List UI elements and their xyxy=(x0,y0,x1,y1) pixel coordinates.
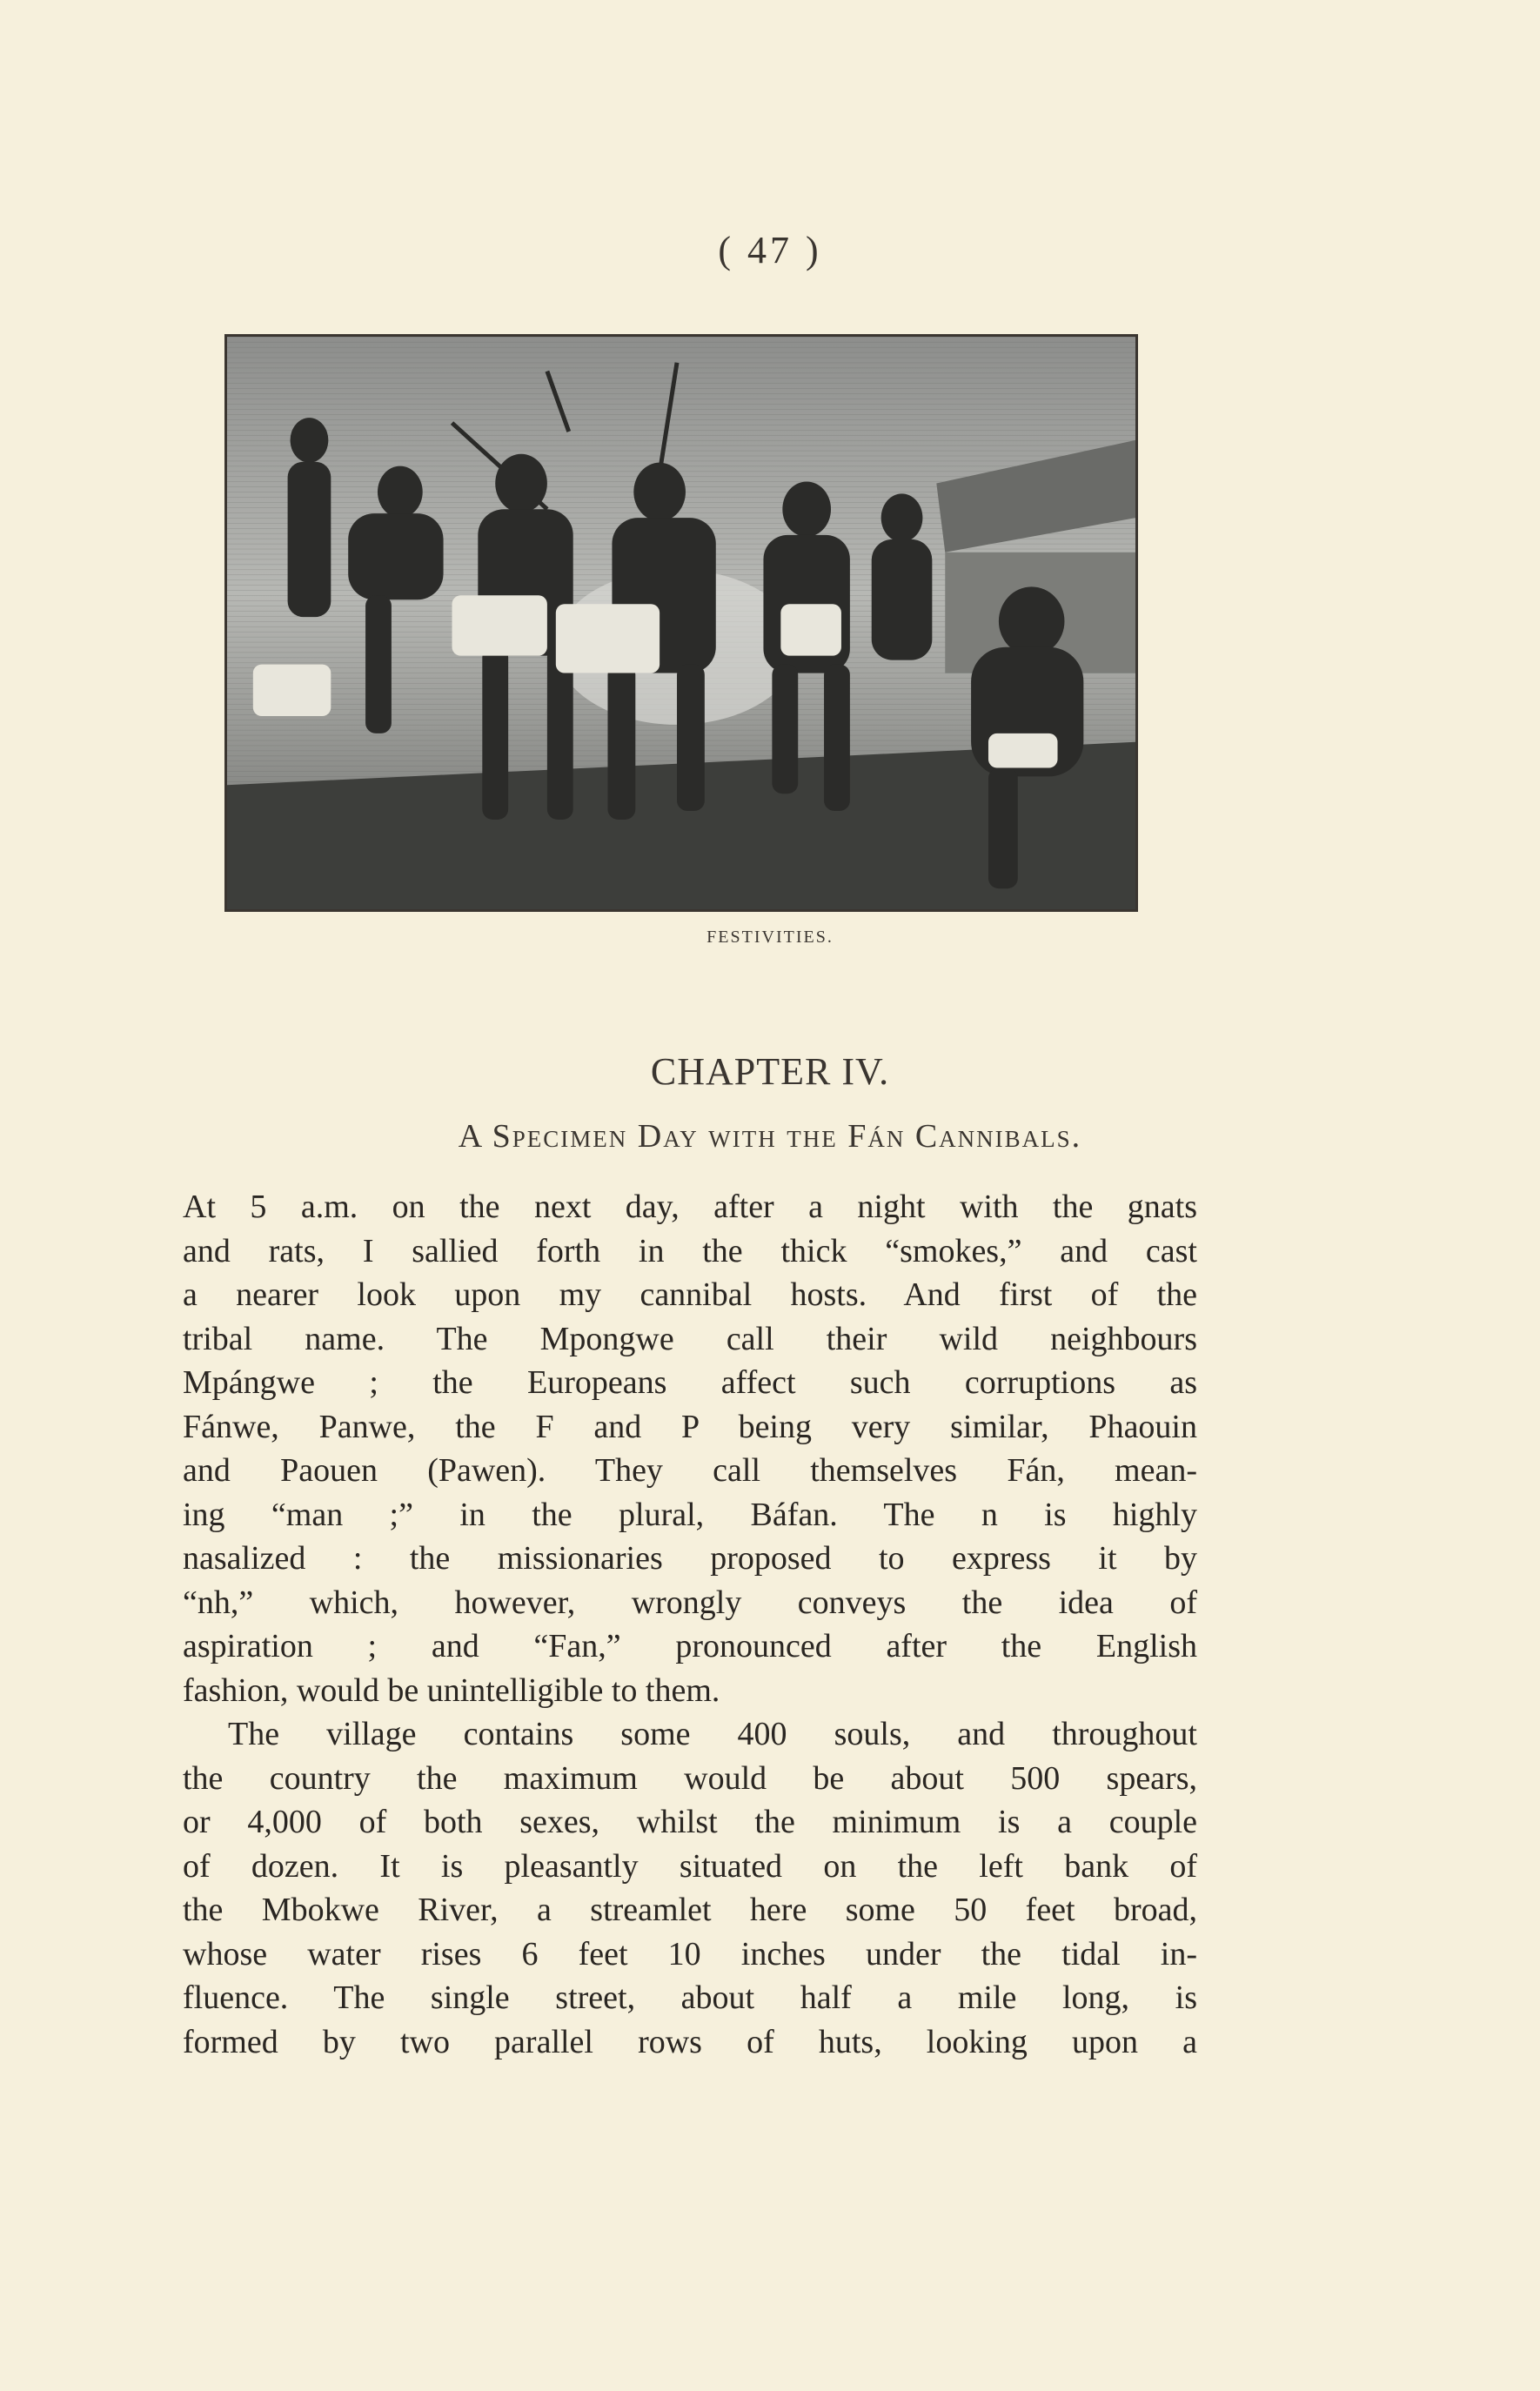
text-line: nasalized : the missionaries proposed to express it by xyxy=(183,1540,1197,1577)
text-line: and rats, I sallied forth in the thick “smokes,” and cast xyxy=(183,1232,1197,1269)
text-line: aspiration ; and “Fan,” pronounced after the English xyxy=(183,1628,1197,1664)
text-line: a nearer look upon my cannibal hosts. And first of the xyxy=(183,1276,1197,1313)
text-line: whose water rises 6 feet 10 inches under the tidal in- xyxy=(183,1935,1197,1972)
text-line: “nh,” which, however, wrongly conveys the idea of xyxy=(183,1584,1197,1621)
engraving-image xyxy=(227,337,1135,909)
page-number: ( 47 ) xyxy=(718,229,822,271)
illustration-caption: FESTIVITIES. xyxy=(706,928,834,947)
text-line: of dozen. It is pleasantly situated on the left bank of xyxy=(183,1847,1197,1885)
text-line: fluence. The single street, about half a mile long, is xyxy=(183,1979,1197,2016)
text-line: and Paouen (Pawen). They call themselves Fán, mean- xyxy=(183,1452,1197,1489)
text-line: At 5 a.m. on the next day, after a night with the gnats xyxy=(183,1189,1197,1225)
body-text xyxy=(183,1185,1197,2064)
chapter-heading: CHAPTER IV. xyxy=(650,1050,890,1093)
text-line: tribal name. The Mpongwe call their wild neighbours xyxy=(183,1320,1197,1357)
text-line: ing “man ;” in the plural, Báfan. The n is highly xyxy=(183,1496,1197,1533)
festivities-engraving xyxy=(224,334,1138,912)
text-line: the Mbokwe River, a streamlet here some 50 feet broad, xyxy=(183,1892,1197,1928)
text-line: the country the maximum would be about 500 spears, xyxy=(183,1759,1197,1797)
text-line: or 4,000 of both sexes, whilst the minimum is a couple xyxy=(183,1804,1197,1840)
text-line: fashion, would be unintelligible to them. xyxy=(183,1671,720,1709)
text-line: Mpángwe ; the Europeans affect such corruptions as xyxy=(183,1364,1197,1401)
text-line: formed by two parallel rows of huts, looking upon a xyxy=(183,2023,1197,2060)
text-line: Fánwe, Panwe, the F and P being very similar, Phaouin xyxy=(183,1408,1197,1445)
chapter-title: A Specimen Day with the Fán Cannibals. xyxy=(458,1118,1082,1155)
text-line: The village contains some 400 souls, and throughout xyxy=(228,1716,1197,1752)
